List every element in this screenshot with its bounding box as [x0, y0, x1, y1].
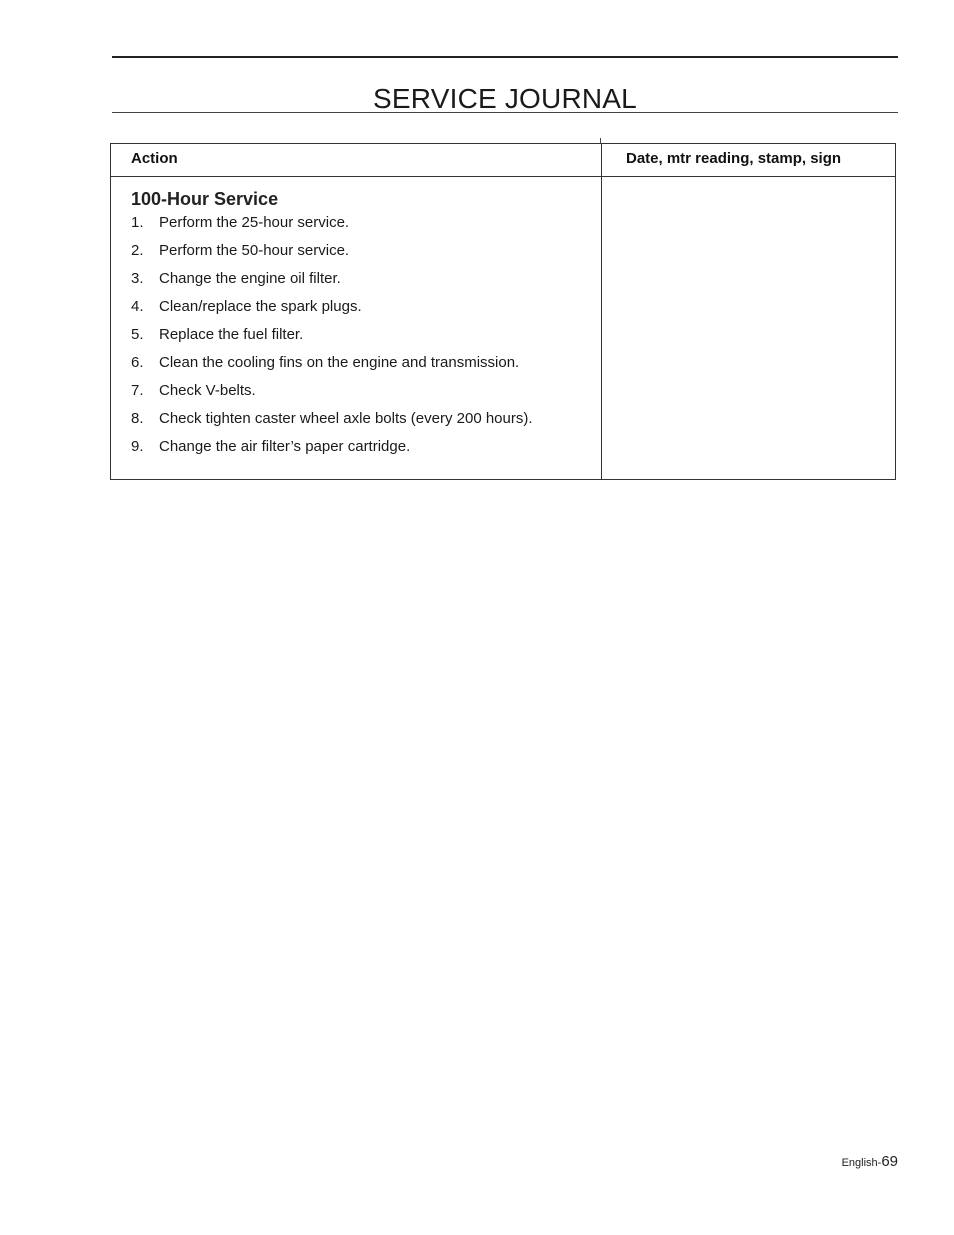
task-text: Perform the 50-hour service.	[159, 242, 350, 259]
task-number: 1.	[131, 214, 144, 231]
section-title: 100-Hour Service	[131, 189, 279, 209]
task-text: Change the engine oil filter.	[159, 270, 341, 287]
task-item	[131, 297, 533, 325]
task-number: 2.	[131, 242, 144, 259]
service-journal-table	[110, 143, 896, 480]
title-bottom-rule	[112, 112, 898, 113]
task-item	[131, 381, 533, 409]
task-number: 7.	[131, 382, 144, 399]
task-number: 4.	[131, 298, 144, 315]
task-number: 6.	[131, 354, 144, 371]
column-divider	[601, 144, 602, 479]
task-list	[131, 213, 533, 465]
task-number: 8.	[131, 410, 144, 427]
task-number: 3.	[131, 270, 144, 287]
page-footer	[842, 1152, 898, 1173]
task-text: Check tighten caster wheel axle bolts (every 200 hours).	[159, 410, 533, 427]
task-item	[131, 437, 533, 465]
task-text: Check V-belts.	[159, 382, 256, 399]
page-title: SERVICE JOURNAL	[373, 82, 637, 114]
task-item	[131, 241, 533, 269]
page-number: 69	[881, 1153, 898, 1170]
footer-language: English	[841, 1157, 878, 1169]
task-text: Clean the cooling fins on the engine and transmission.	[159, 354, 520, 371]
footer-separator: -	[877, 1157, 882, 1169]
title-top-rule	[112, 56, 898, 58]
header-divider	[111, 176, 895, 177]
task-item	[131, 409, 533, 437]
task-item	[131, 269, 533, 297]
task-item	[131, 325, 533, 353]
task-text: Replace the fuel filter.	[159, 326, 304, 343]
task-text: Perform the 25-hour service.	[159, 214, 350, 231]
task-text: Clean/replace the spark plugs.	[159, 298, 362, 315]
task-item	[131, 353, 533, 381]
task-number: 9.	[131, 438, 144, 455]
header-date-reading-stamp-sign: Date, mtr reading, stamp, sign	[626, 150, 842, 167]
task-item	[131, 213, 533, 241]
task-text: Change the air filter’s paper cartridge.	[159, 438, 411, 455]
header-action: Action	[131, 150, 178, 167]
task-number: 5.	[131, 326, 144, 343]
